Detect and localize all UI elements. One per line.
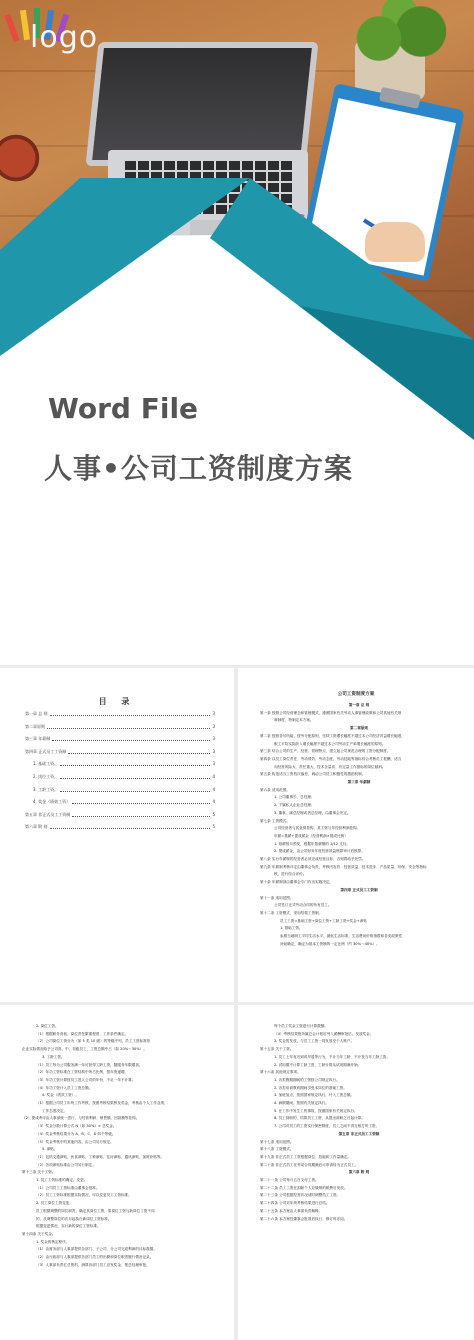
toc-row-label: 3. 工龄工资。 [33, 786, 59, 792]
text-line: 第十六条 其他规定事项。 [260, 1070, 301, 1075]
cover-page [0, 0, 474, 665]
text-line: （1）由财务部与人事部提供各部门、子公司、分公司完成利润的目标数据。 [36, 1247, 157, 1252]
section-heading: 第五章 非正式员工工资制 [338, 1131, 380, 1136]
text-line: 第二十二条 员工工资在扣除个人应缴纳的税费后发放。 [260, 1185, 348, 1190]
toc-row-label: 第四章 正式员工工资制 [25, 748, 67, 754]
cover-title: Word File [48, 392, 199, 425]
toc-leader-dots [60, 788, 210, 792]
toc-heading: 目 录 [98, 697, 136, 706]
toc-row[interactable] [25, 825, 215, 838]
text-line: 第五条 构造适当工资档次落差，调动公司员工积极性的激励机制。 [260, 772, 366, 777]
text-line: （5）奖金考核中的其他内容，由公司另行规定。 [36, 1139, 114, 1144]
toc-leader-dots [50, 825, 211, 829]
page-3-text [260, 1023, 458, 1223]
text-line: 1. 基薪按月预发，根据年基薪额的 1/12 支付。 [274, 841, 351, 846]
text-line: 2. 试用期不计算工龄工资，工龄计算从试用期满开始。 [274, 1062, 362, 1067]
toc-row-page: 3 [212, 723, 215, 729]
toc-leader-dots [47, 725, 210, 729]
text-line: 的，从调整岗位的次月起执行新岗位工资标准。 [36, 1216, 112, 1221]
text-line: 7. 公司对员工的工资实行保密制度，员工之间不得互相打听工资。 [274, 1124, 380, 1129]
text-line: 第七条 工资模式。 [260, 818, 290, 823]
page-1-text [260, 702, 458, 949]
section-heading: 第一章 总 则 [348, 703, 370, 707]
text-line: 1. 员工上年有迟到或早退等行为，不计当年工龄，不计发当年工龄工资。 [274, 1054, 390, 1059]
text-line: 2. 提成薪金，由公司财务年度经营效益核算审计后核算。 [274, 849, 365, 854]
text-line: 年薪=基薪+提成薪金（经营利润×提成比例） [274, 833, 348, 838]
text-line: 4. 病假期间，按照有关规定执行。 [274, 1101, 329, 1106]
toc-row-page: 4 [212, 773, 215, 779]
text-line: 第十一条 适用范围。 [260, 895, 294, 900]
text-line: （1）包括交通津贴、伙食津贴、工种津贴、住房津贴、通讯津贴、加班补贴等。 [36, 1154, 165, 1159]
teal-band [0, 0, 474, 665]
toc-list [25, 712, 215, 838]
text-line: 第二十五条 本方案由人事部负责解释。 [260, 1208, 323, 1213]
text-line: 章制度，特制定本方案。 [274, 718, 314, 723]
toc-row-label: 第一章 总 则 [25, 711, 48, 716]
text-line: 核，进行综合评价。 [274, 872, 307, 877]
text-line: 职工平均实际收入增长幅度不超过本公司劳动生产率增长幅度的原则。 [274, 741, 386, 746]
toc-row-label: 4. 奖金（绩效工资） [33, 799, 71, 805]
text-line: 第二条 按照各尽所能，按劳分配原则，坚持工资增长幅度不超过本公司经济效益增长幅度， [260, 733, 405, 738]
cover-subtitle: 人事•公司工资制度方案 [44, 452, 353, 485]
text-line: 1. 奖金的核定程序。 [36, 1239, 70, 1244]
text-line: 参照当地职工平均生活水平、最低生活标准、生活费用价格指数和各类政策性 [280, 934, 403, 939]
toc-row-page: 5 [212, 824, 215, 830]
text-line: 第二十四条 公司对年终考核结果进行总结。 [260, 1201, 330, 1206]
text-line: 工作态度决定。 [42, 1108, 68, 1113]
toc-row[interactable] [25, 775, 215, 788]
toc-row-page: 4 [212, 786, 215, 792]
toc-row[interactable] [25, 800, 215, 813]
text-line: 第二十六条 本方案经董事会批准后执行，修订时亦同。 [260, 1216, 348, 1221]
document-page-1 [238, 668, 474, 1002]
text-line: 公司签订正式劳动合同的所有员工。 [274, 903, 332, 908]
toc-leader-dots [50, 712, 211, 716]
text-line: 第八条 实行年薪制的经营者必须完成经营目标，否则将给予处罚。 [260, 857, 366, 862]
toc-row-label: 第三章 年薪制 [25, 736, 51, 742]
text-line: 第六条 适用范围。 [260, 787, 290, 792]
text-line: 1. 员工工资标准的确定、变更。 [36, 1178, 88, 1183]
text-line: （2）各项津贴标准由公司另行制定。 [36, 1162, 96, 1167]
text-line: （1）根据职务高低、岗位责任繁重程度、工作条件确定。 [36, 1031, 129, 1036]
text-line: 第十五条 关于工资。 [260, 1047, 294, 1052]
toc-leader-dots [60, 762, 210, 766]
toc-row-page: 3 [212, 761, 215, 767]
text-line: 2. 各类培训教育期间享受本岗位的基础工资。 [274, 1085, 347, 1090]
text-line: 员工根据调整的岗位职责，确定其岗位工资，原岗位工资与新岗位工资不同 [36, 1208, 155, 1213]
text-line: 第十二条 工资模式，采用结构工资制。 [260, 910, 323, 915]
document-title: 公司工资制度方案 [337, 692, 375, 697]
toc-row[interactable] [25, 712, 215, 725]
text-line: （4）年功工资计入员工工资总额。 [36, 1085, 93, 1090]
text-line: 第十四条 关于奖金。 [22, 1231, 56, 1236]
toc-row-page: 5 [212, 811, 215, 817]
section-heading: 第三章 年薪制 [347, 780, 371, 785]
text-line: 2. 岗位工资。 [36, 1024, 59, 1028]
section-heading: 第二章原则 [350, 726, 368, 731]
text-line: （2）公司岗位工资分为（如 5 类 10 级）的等级序列，员工工资标准依 [36, 1039, 151, 1044]
text-line: （2）年功工资标准在工资结构中所占比例，按年资递增。 [36, 1070, 129, 1075]
text-line: 第九条 年薪制考核评定由董事会负责，考核内容有：经营效益、技术进步、产品质量、环保、安全等指标 [260, 864, 427, 869]
toc-row-page: 3 [212, 748, 215, 754]
text-line: 第一条 按照公司经营理念和管理模式，遵照国家有关劳动人事管理政策和公司其他有关规 [260, 710, 402, 715]
text-line: 2. 奖金的发放，与员工工资一同发放至个人账户。 [274, 1039, 355, 1044]
text-line: 3. 工龄工资。 [42, 1054, 65, 1059]
toc-row-page: 3 [212, 711, 215, 716]
section-heading: 第六章 附 则 [348, 1170, 370, 1175]
text-line: （1）员工每为公司服务满一年可获得工龄工资，随服务年限增加。 [36, 1062, 143, 1067]
text-line: 第二十一条 公司每月五日支付工资。 [260, 1178, 319, 1183]
page-2-text [22, 1023, 218, 1270]
toc-row-label: 第二章原则 [25, 723, 45, 729]
section-heading: 第四章 正式员工工资制 [340, 887, 378, 892]
toc-row[interactable] [25, 813, 215, 826]
text-line: 员工工资=基础工资+岗位工资+工龄工资+奖金+津贴 [280, 918, 367, 923]
toc-leader-dots [52, 737, 210, 741]
text-line: 第二十三条 公司根据经营状况适时调整员工工资。 [260, 1193, 341, 1198]
toc-leader-dots [68, 750, 210, 754]
toc-row-page: 3 [212, 736, 215, 742]
text-line: 根据变更情况，实行新的岗位工资标准。 [36, 1224, 101, 1229]
text-line: 第十八条 工资模式。 [260, 1147, 294, 1152]
text-line: 2. 员工岗位工资变更。 [36, 1201, 73, 1206]
toc-leader-dots [60, 775, 210, 779]
toc-page [0, 668, 234, 1002]
toc-leader-dots [72, 813, 210, 817]
text-line: 3. 加班加点，按照国家规定执行，计入工资总额。 [274, 1093, 355, 1098]
text-line: 5. 在工作中发生工伤事故，按照国家有关规定执行。 [274, 1108, 358, 1113]
text-line: （2）员工工资标准根据实际情况，可以变更员工工资标准。 [36, 1193, 132, 1198]
toc-row-label: 第五章 非正式员工工资制 [25, 811, 71, 817]
text-line: 6. 员工辞职的，结算员工工资，从提出辞职之日起计算。 [274, 1116, 365, 1121]
text-line: 2. 下属私人企业总经理； [274, 803, 315, 808]
toc-row[interactable] [25, 725, 215, 738]
text-line: 1. 基础工资。 [280, 926, 303, 931]
text-line: 第十九条 非正式员工工资根据岗位、技能和工作量确定。 [260, 1154, 351, 1159]
logo: logo [30, 20, 99, 55]
text-line: （4）考核结果报所属总会计划后列入薪酬审批后，发放奖金。 [274, 1031, 374, 1036]
toc-row-label: 2. 岗位工资。 [33, 773, 59, 779]
text-line: （4）奖金考核结果分为 A、B、C、D 四个等级。 [36, 1131, 116, 1136]
text-line: （1）根据公司员工年终工作考核，按照考核结果核发奖金，考核由个人工作业绩、 [36, 1101, 168, 1106]
text-line: （3）年功工资计算按员工进入公司的年份，不足一年不计算。 [36, 1077, 136, 1082]
text-line: 第四条 以员工岗位责任、劳动绩效、劳动态度、劳动技能等指标综合考核员工报酬，适当 [260, 756, 402, 761]
toc-row-label: 第六章 附 则 [25, 824, 48, 830]
toc-leader-dots [72, 800, 210, 804]
text-line: 第二十条 非正式员工在劳动合同期满后可申请转为正式员工。 [260, 1162, 359, 1167]
text-line: 公司经营者与其业绩挂钩，其工资与年经营利润挂钩。 [274, 826, 361, 831]
toc-row-label: 1. 基础工资。 [33, 761, 59, 767]
text-line: 第十条 年薪制须由董事会专门作出实施决定。 [260, 880, 334, 885]
toc-row[interactable] [25, 737, 215, 750]
document-page-3 [238, 1005, 474, 1340]
text-line: 第三条 结合公司的生产、经营、管理特点，建立起公司规范合理的工资分配制度。 [260, 749, 391, 754]
text-line: 1. 各类假期期间的工资按公司规定执行。 [274, 1077, 340, 1082]
text-line: 向经营风险大、责任重大、技术含量高、有定量工作指标的岗位倾斜。 [274, 764, 386, 769]
text-line: （3）奖金分数计算公式 N（如 30%）× 总奖金。 [36, 1124, 117, 1129]
text-line: 5. 津贴。 [42, 1147, 58, 1152]
text-line: 企业实际情况给予公司高、中、初级员工，工资总额中占（如 20%～30%）。 [22, 1047, 147, 1052]
text-line: （1）公司员工工资标准由董事会批准。 [36, 1185, 100, 1190]
text-line: 每个员工奖金工资进行计算数额。 [274, 1024, 328, 1028]
text-line: 1. 公司董事长、总经理； [274, 795, 315, 800]
text-line: 第十七条 适用范围。 [260, 1139, 294, 1144]
document-page-2 [0, 1005, 234, 1340]
text-line: 4. 奖金（绩效工资）。 [42, 1093, 79, 1098]
text-line: （2）提成考评由人事部统一进行，与经营利润、销售额、回款额等挂钩。 [22, 1116, 140, 1121]
toc-row-page: 4 [212, 799, 215, 805]
text-line: 补贴确定，确定为基本工资额的一定比例（约 30%～40%）。 [280, 941, 380, 946]
text-line: （2）由行政部与人事部提供各部门员工的出勤和岗位职责履行情况记录。 [36, 1255, 154, 1260]
text-line: 第十三条 关于工资。 [22, 1170, 56, 1175]
text-line: （3）人事部负责汇总资料，测算各部门员工应发奖金，报总经理审批。 [36, 1262, 150, 1267]
text-line: 3. 董事、副总经理或者总经理，由董事会决定。 [274, 810, 351, 815]
